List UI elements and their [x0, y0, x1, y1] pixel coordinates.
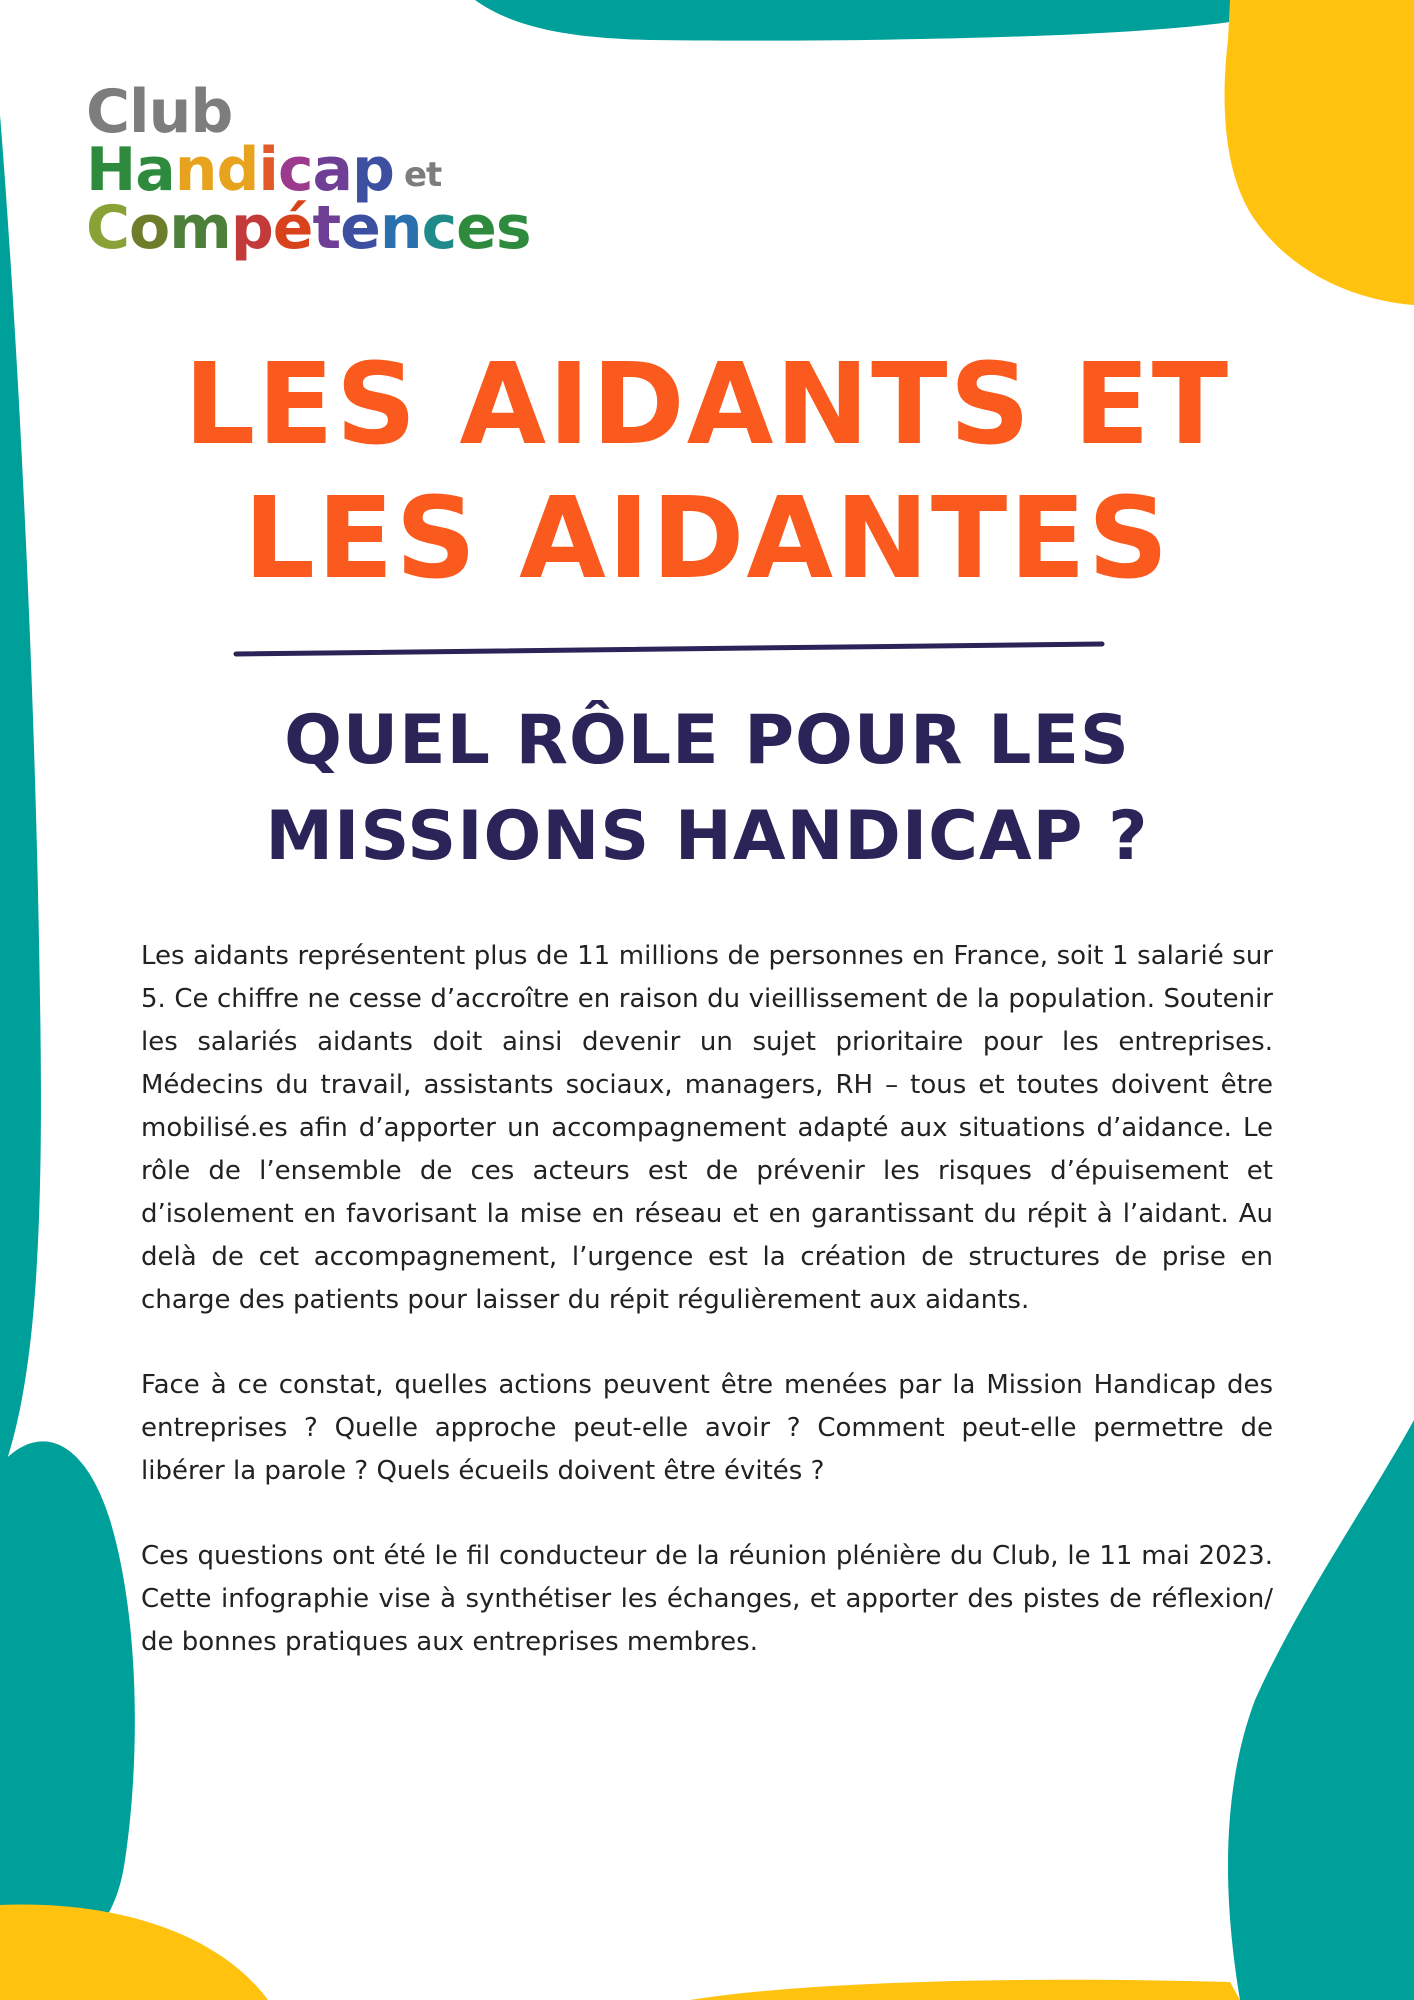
paragraph-3: Ces questions ont été le fil conducteur de la réunion plénière du Club, le 11 mai 2023. Cette infographie vise à synthétiser les échanges, et apporter des pistes de réflexion/ de bonnes pratiques aux entreprises membres.	[141, 1541, 1273, 1657]
bottom-left-teal-shape	[0, 1441, 135, 1975]
left-teal-shape	[0, 115, 41, 1480]
logo-word-handicap: Handicap	[86, 135, 394, 205]
page-title: LES AIDANTS ET LES AIDANTES	[183, 340, 1231, 604]
page-subtitle: QUEL RÔLE POUR LES MISSIONS HANDICAP ?	[265, 701, 1149, 876]
bottom-yellow-shape-right	[690, 1980, 1240, 2000]
logo-word-competences: Compétences	[86, 193, 531, 263]
top-right-yellow-shape	[1225, 0, 1414, 305]
bottom-yellow-shape	[0, 1905, 268, 2000]
logo-word-et: et	[404, 155, 442, 195]
club-logo	[86, 77, 531, 272]
paragraph-2: Face à ce constat, quelles actions peuvent être menées par la Mission Handicap des entreprises ? Quelle approche peut-elle avoir ? Comment peut-elle permettre de libérer la parole ? Quels écueils doivent être évités ?	[141, 1370, 1273, 1486]
intro-text	[141, 935, 1273, 1706]
logo-word-club: Club	[86, 77, 233, 147]
top-teal-shape	[475, 0, 1240, 41]
title-divider	[232, 640, 1106, 660]
paragraph-1: Les aidants représentent plus de 11 millions de personnes en France, soit 1 salarié sur 5. Ce chiffre ne cesse d’accroître en raison du vieillissement de la population. Soutenir les salariés aidants doit ainsi devenir un sujet prioritaire pour les entreprises. Médecins du travail, assistants sociaux, managers, RH – tous et toutes doivent être mobilisé.es afin d’apporter un accompagnement adapté aux situations d’aidance. Le rôle de l’ensemble de ces acteurs est de prévenir les risques d’épuisement et d’isolement en favorisant la mise en réseau et en garantissant du répit à l’aidant. Au delà de cet accompagnement, l’urgence est la création de structures de prise en charge des patients pour laisser du répit régulièrement aux aidants.	[141, 941, 1273, 1315]
